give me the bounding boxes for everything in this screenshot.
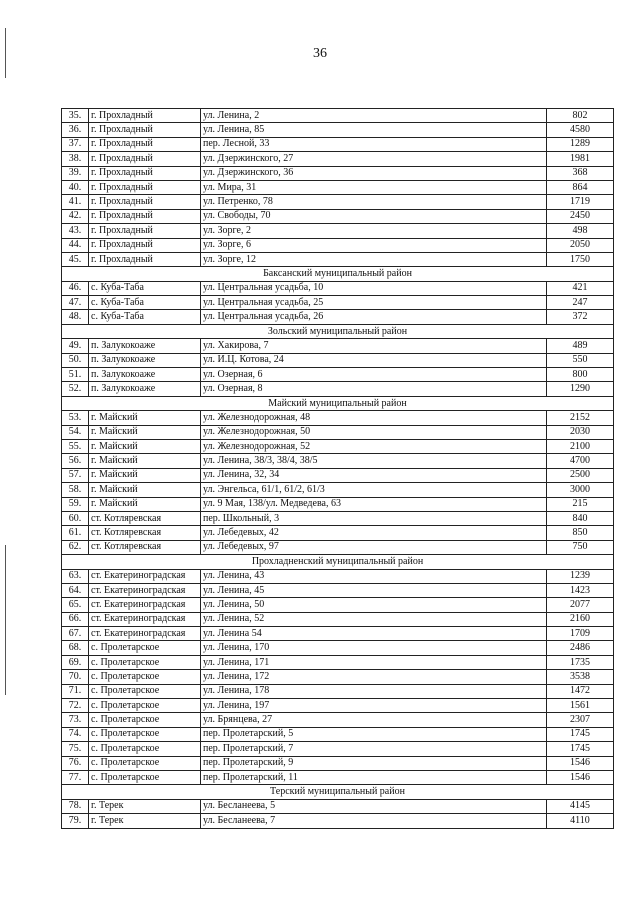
table-row: [62, 411, 614, 425]
row-number: 72.: [62, 699, 89, 713]
value-cell: 550: [547, 353, 614, 367]
settlement-cell: г. Прохладный: [89, 209, 201, 223]
settlement-cell: г. Майский: [89, 454, 201, 468]
district-name: Зольский муниципальный район: [62, 324, 614, 338]
value-cell: 4110: [547, 814, 614, 828]
row-number: 71.: [62, 684, 89, 698]
table-row: [62, 670, 614, 684]
settlement-cell: с. Пролетарское: [89, 699, 201, 713]
value-cell: 840: [547, 511, 614, 525]
address-cell: ул. Дзержинского, 36: [201, 166, 547, 180]
settlement-cell: г. Прохладный: [89, 252, 201, 266]
value-cell: 489: [547, 339, 614, 353]
table-row: [62, 296, 614, 310]
table-row: [62, 612, 614, 626]
value-cell: 864: [547, 180, 614, 194]
table-row: [62, 540, 614, 554]
table-row: [62, 152, 614, 166]
row-number: 79.: [62, 814, 89, 828]
table-row: [62, 224, 614, 238]
address-cell: ул. Ленина, 38/3, 38/4, 38/5: [201, 454, 547, 468]
table-row: [62, 699, 614, 713]
settlement-cell: ст. Котляревская: [89, 526, 201, 540]
table-row: [62, 368, 614, 382]
settlement-cell: г. Прохладный: [89, 238, 201, 252]
table-row: [62, 799, 614, 813]
value-cell: 1546: [547, 770, 614, 784]
settlement-cell: ст. Котляревская: [89, 540, 201, 554]
table-row: [62, 439, 614, 453]
district-name: Майский муниципальный район: [62, 396, 614, 410]
value-cell: 800: [547, 368, 614, 382]
table-row: [62, 742, 614, 756]
address-cell: ул. Центральная усадьба, 25: [201, 296, 547, 310]
value-cell: 1546: [547, 756, 614, 770]
district-header-row: [62, 555, 614, 569]
settlement-cell: г. Терек: [89, 814, 201, 828]
table-row: [62, 137, 614, 151]
address-cell: ул. Зорге, 2: [201, 224, 547, 238]
address-cell: ул. Центральная усадьба, 26: [201, 310, 547, 324]
settlement-cell: г. Прохладный: [89, 137, 201, 151]
row-number: 77.: [62, 770, 89, 784]
value-cell: 2160: [547, 612, 614, 626]
settlement-cell: с. Пролетарское: [89, 756, 201, 770]
table-row: [62, 195, 614, 209]
value-cell: 2030: [547, 425, 614, 439]
address-cell: ул. Железнодорожная, 48: [201, 411, 547, 425]
table-row: [62, 511, 614, 525]
address-cell: ул. Ленина, 197: [201, 699, 547, 713]
value-cell: 498: [547, 224, 614, 238]
row-number: 62.: [62, 540, 89, 554]
table-row: [62, 468, 614, 482]
row-number: 35.: [62, 109, 89, 123]
table-row: [62, 209, 614, 223]
value-cell: 4580: [547, 123, 614, 137]
address-cell: ул. Ленина, 85: [201, 123, 547, 137]
row-number: 58.: [62, 483, 89, 497]
value-cell: 1981: [547, 152, 614, 166]
address-cell: ул. Ленина, 170: [201, 641, 547, 655]
row-number: 69.: [62, 655, 89, 669]
row-number: 61.: [62, 526, 89, 540]
address-cell: ул. Лебедевых, 97: [201, 540, 547, 554]
district-header-row: [62, 324, 614, 338]
value-cell: 1472: [547, 684, 614, 698]
settlement-cell: г. Майский: [89, 425, 201, 439]
row-number: 65.: [62, 598, 89, 612]
value-cell: 3538: [547, 670, 614, 684]
page-number: 36: [313, 46, 327, 61]
address-cell: ул. Ленина, 171: [201, 655, 547, 669]
address-cell: пер. Пролетарский, 5: [201, 727, 547, 741]
settlement-cell: г. Майский: [89, 411, 201, 425]
table-row: [62, 238, 614, 252]
table-row: [62, 166, 614, 180]
settlement-cell: с. Пролетарское: [89, 641, 201, 655]
row-number: 66.: [62, 612, 89, 626]
row-number: 36.: [62, 123, 89, 137]
row-number: 42.: [62, 209, 89, 223]
address-cell: ул. Свободы, 70: [201, 209, 547, 223]
settlement-cell: с. Куба-Таба: [89, 296, 201, 310]
district-name: Баксанский муниципальный район: [62, 267, 614, 281]
row-number: 39.: [62, 166, 89, 180]
value-cell: 2050: [547, 238, 614, 252]
row-number: 63.: [62, 569, 89, 583]
address-cell: ул. Хакирова, 7: [201, 339, 547, 353]
table-row: [62, 814, 614, 828]
settlement-cell: г. Прохладный: [89, 195, 201, 209]
address-cell: пер. Пролетарский, 9: [201, 756, 547, 770]
address-cell: ул. Железнодорожная, 52: [201, 439, 547, 453]
table-row: [62, 756, 614, 770]
row-number: 38.: [62, 152, 89, 166]
value-cell: 1709: [547, 627, 614, 641]
row-number: 50.: [62, 353, 89, 367]
row-number: 68.: [62, 641, 89, 655]
address-cell: ул. Петренко, 78: [201, 195, 547, 209]
settlement-cell: г. Майский: [89, 497, 201, 511]
value-cell: 4700: [547, 454, 614, 468]
address-cell: ул. Зорге, 6: [201, 238, 547, 252]
value-cell: 1289: [547, 137, 614, 151]
settlement-cell: ст. Екатериноградская: [89, 569, 201, 583]
row-number: 64.: [62, 583, 89, 597]
table-row: [62, 281, 614, 295]
table-row: [62, 713, 614, 727]
address-table-body: [62, 109, 614, 829]
settlement-cell: с. Пролетарское: [89, 655, 201, 669]
row-number: 51.: [62, 368, 89, 382]
table-row: [62, 655, 614, 669]
settlement-cell: г. Прохладный: [89, 152, 201, 166]
settlement-cell: с. Пролетарское: [89, 670, 201, 684]
row-number: 47.: [62, 296, 89, 310]
table-row: [62, 770, 614, 784]
row-number: 75.: [62, 742, 89, 756]
row-number: 59.: [62, 497, 89, 511]
settlement-cell: г. Прохладный: [89, 180, 201, 194]
settlement-cell: с. Куба-Таба: [89, 281, 201, 295]
table-row: [62, 526, 614, 540]
value-cell: 1423: [547, 583, 614, 597]
row-number: 55.: [62, 439, 89, 453]
row-number: 70.: [62, 670, 89, 684]
settlement-cell: п. Залукокоаже: [89, 382, 201, 396]
settlement-cell: с. Куба-Таба: [89, 310, 201, 324]
value-cell: 4145: [547, 799, 614, 813]
address-cell: ул. Энгельса, 61/1, 61/2, 61/3: [201, 483, 547, 497]
table-row: [62, 310, 614, 324]
address-cell: ул. Центральная усадьба, 10: [201, 281, 547, 295]
address-cell: пер. Лесной, 33: [201, 137, 547, 151]
row-number: 57.: [62, 468, 89, 482]
address-cell: ул. Ленина, 50: [201, 598, 547, 612]
address-cell: ул. Ленина, 178: [201, 684, 547, 698]
row-number: 46.: [62, 281, 89, 295]
settlement-cell: п. Залукокоаже: [89, 353, 201, 367]
row-number: 37.: [62, 137, 89, 151]
settlement-cell: п. Залукокоаже: [89, 339, 201, 353]
settlement-cell: г. Прохладный: [89, 166, 201, 180]
row-number: 56.: [62, 454, 89, 468]
value-cell: 1745: [547, 727, 614, 741]
value-cell: 3000: [547, 483, 614, 497]
table-row: [62, 684, 614, 698]
settlement-cell: ст. Екатериноградская: [89, 627, 201, 641]
value-cell: 1735: [547, 655, 614, 669]
settlement-cell: г. Прохладный: [89, 123, 201, 137]
table-row: [62, 641, 614, 655]
table-row: [62, 180, 614, 194]
row-number: 74.: [62, 727, 89, 741]
table-row: [62, 382, 614, 396]
address-cell: ул. Дзержинского, 27: [201, 152, 547, 166]
row-number: 44.: [62, 238, 89, 252]
district-header-row: [62, 785, 614, 799]
settlement-cell: г. Прохладный: [89, 109, 201, 123]
address-cell: пер. Пролетарский, 11: [201, 770, 547, 784]
address-cell: ул. Бесланеева, 7: [201, 814, 547, 828]
settlement-cell: г. Майский: [89, 439, 201, 453]
row-number: 53.: [62, 411, 89, 425]
table-row: [62, 425, 614, 439]
table-row: [62, 109, 614, 123]
row-number: 73.: [62, 713, 89, 727]
settlement-cell: с. Пролетарское: [89, 727, 201, 741]
table-row: [62, 727, 614, 741]
value-cell: 2307: [547, 713, 614, 727]
value-cell: 1719: [547, 195, 614, 209]
value-cell: 2450: [547, 209, 614, 223]
value-cell: 2500: [547, 468, 614, 482]
address-cell: ул. Зорге, 12: [201, 252, 547, 266]
value-cell: 2152: [547, 411, 614, 425]
address-cell: ул. И.Ц. Котова, 24: [201, 353, 547, 367]
value-cell: 247: [547, 296, 614, 310]
settlement-cell: г. Прохладный: [89, 224, 201, 238]
row-number: 45.: [62, 252, 89, 266]
value-cell: 750: [547, 540, 614, 554]
address-cell: ул. Ленина, 32, 34: [201, 468, 547, 482]
settlement-cell: ст. Екатериноградская: [89, 598, 201, 612]
address-cell: ул. Ленина 54: [201, 627, 547, 641]
table-row: [62, 627, 614, 641]
table-row: [62, 569, 614, 583]
address-cell: пер. Школьный, 3: [201, 511, 547, 525]
value-cell: 1745: [547, 742, 614, 756]
settlement-cell: г. Майский: [89, 468, 201, 482]
row-number: 54.: [62, 425, 89, 439]
address-cell: ул. Ленина, 2: [201, 109, 547, 123]
address-cell: ул. 9 Мая, 138/ул. Медведева, 63: [201, 497, 547, 511]
address-cell: ул. Лебедевых, 42: [201, 526, 547, 540]
address-cell: ул. Ленина, 45: [201, 583, 547, 597]
row-number: 48.: [62, 310, 89, 324]
value-cell: 2486: [547, 641, 614, 655]
row-number: 60.: [62, 511, 89, 525]
value-cell: 1750: [547, 252, 614, 266]
row-number: 49.: [62, 339, 89, 353]
address-cell: ул. Железнодорожная, 50: [201, 425, 547, 439]
row-number: 78.: [62, 799, 89, 813]
table-row: [62, 353, 614, 367]
address-cell: ул. Ленина, 172: [201, 670, 547, 684]
table-row: [62, 583, 614, 597]
row-number: 76.: [62, 756, 89, 770]
district-name: Прохладненский муниципальный район: [62, 555, 614, 569]
address-cell: ул. Ленина, 52: [201, 612, 547, 626]
row-number: 67.: [62, 627, 89, 641]
table-row: [62, 454, 614, 468]
district-header-row: [62, 396, 614, 410]
row-number: 43.: [62, 224, 89, 238]
row-number: 41.: [62, 195, 89, 209]
row-number: 52.: [62, 382, 89, 396]
settlement-cell: с. Пролетарское: [89, 770, 201, 784]
address-cell: ул. Озерная, 6: [201, 368, 547, 382]
table-row: [62, 123, 614, 137]
settlement-cell: ст. Екатериноградская: [89, 583, 201, 597]
table-row: [62, 598, 614, 612]
row-number: 40.: [62, 180, 89, 194]
address-cell: ул. Брянцева, 27: [201, 713, 547, 727]
address-cell: пер. Пролетарский, 7: [201, 742, 547, 756]
settlement-cell: г. Терек: [89, 799, 201, 813]
district-name: Терский муниципальный район: [62, 785, 614, 799]
value-cell: 2100: [547, 439, 614, 453]
value-cell: 1561: [547, 699, 614, 713]
settlement-cell: с. Пролетарское: [89, 742, 201, 756]
table-row: [62, 497, 614, 511]
settlement-cell: с. Пролетарское: [89, 713, 201, 727]
address-cell: ул. Ленина, 43: [201, 569, 547, 583]
value-cell: 2077: [547, 598, 614, 612]
settlement-cell: г. Майский: [89, 483, 201, 497]
value-cell: 372: [547, 310, 614, 324]
address-table: [61, 108, 614, 829]
value-cell: 421: [547, 281, 614, 295]
settlement-cell: ст. Екатериноградская: [89, 612, 201, 626]
value-cell: 368: [547, 166, 614, 180]
value-cell: 802: [547, 109, 614, 123]
address-cell: ул. Бесланеева, 5: [201, 799, 547, 813]
district-header-row: [62, 267, 614, 281]
value-cell: 850: [547, 526, 614, 540]
value-cell: 1290: [547, 382, 614, 396]
table-row: [62, 252, 614, 266]
address-cell: ул. Озерная, 8: [201, 382, 547, 396]
table-row: [62, 339, 614, 353]
margin-rule-bottom: [5, 545, 6, 695]
value-cell: 215: [547, 497, 614, 511]
settlement-cell: с. Пролетарское: [89, 684, 201, 698]
settlement-cell: п. Залукокоаже: [89, 368, 201, 382]
table-row: [62, 483, 614, 497]
value-cell: 1239: [547, 569, 614, 583]
address-cell: ул. Мира, 31: [201, 180, 547, 194]
settlement-cell: ст. Котляревская: [89, 511, 201, 525]
